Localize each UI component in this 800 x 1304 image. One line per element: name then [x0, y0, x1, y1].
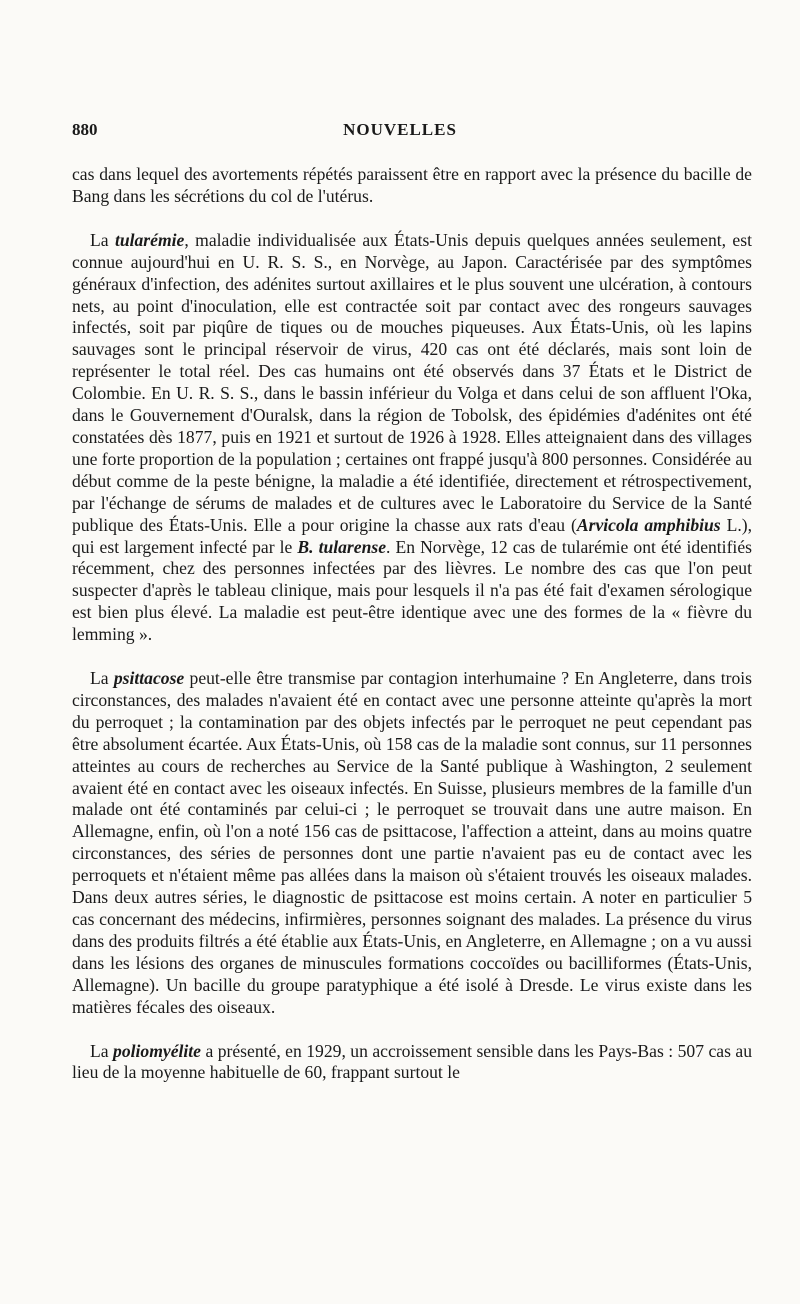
article-body [72, 164, 752, 1084]
running-title: NOUVELLES [343, 120, 457, 139]
paragraph-continuation [72, 164, 752, 208]
paragraph-text: a présenté, en 1929, un accroissement sensible dans les Pays-Bas : 507 cas au lieu de la moyenne habituelle de 60, frappant surtout le [72, 1040, 752, 1083]
paragraph-text: cas dans lequel des avortements répétés paraissent être en rapport avec la présence du bacille de Bang dans les sécrétions du col de l'utérus. [72, 164, 752, 206]
paragraph-text: , maladie individualisée aux États-Unis depuis quelques années seulement, est connue aujourd'hui en U. R. S. S., en Norvège, au Japon. Caractérisée par des symptômes généraux d'infection, des adénites surtout axillaires et le plus souvent une ulcération, à contours nets, au point d'inoculation, elle est contractée soit par contact avec des rongeurs sauvages infectés, soit par piqûre de tiques ou de mouches piqueuses. Aux États-Unis, où les lapins sauvages sont le principal réservoir de virus, 420 cas ont été déclarés, mais sont loin de représenter le total réel. Des cas humains ont été observés dans 37 États et le District de Colombie. En U. R. S. S., dans le bassin inférieur du Volga et dans celui de son affluent l'Oka, dans le Gouvernement d'Ouralsk, dans la région de Tobolsk, des épidémies d'adénites ont été constatées dès 1877, puis en 1921 et surtout de 1926 à 1928. Elles atteignaient dans des villages une forte proportion de la population ; certaines ont frappé jusqu'à 800 personnes. Considérée au début comme de la peste bénigne, la maladie a été identifiée, directement et rétrospectivement, par l'échange de sérums de malades et de cultures avec le Laboratoire du Service de la Santé publique des États-Unis. Elle a pour origine la chasse aux rats d'eau ( [72, 229, 752, 535]
disease-term-psittacose: psittacose [113, 668, 185, 689]
paragraph-lead: La [90, 229, 115, 250]
paragraph-text: . En Norvège, 12 cas de tularémie ont été identifiés récemment, chez des personnes infectées par des lièvres. Le nombre des cas que l'on peut suspecter d'après le tableau clinique, mais pour lesquels il n'a pas été fait d'examen sérologique est bien plus élevé. La maladie est peut-être identique avec une des formes de la « fièvre du lemming ». [72, 536, 752, 645]
latin-species-bacillus: B. tularense [297, 536, 387, 557]
latin-species-arvicola: Arvicola amphibius [576, 514, 721, 535]
paragraph-text: peut-elle être transmise par contagion interhumaine ? En Angleterre, dans trois circonstances, des malades n'avaient été en contact avec une personne atteinte qu'après la mort du perroquet ; la contamination par des objets infectés par le perroquet ne peut cependant pas être absolument écartée. Aux États-Unis, où 158 cas de la maladie sont connus, sur 11 personnes atteintes au cours de recherches au Service de la Santé publique à Washington, 2 seulement avaient été en contact avec les oiseaux infectés. En Suisse, plusieurs membres de la famille d'un malade ont été contaminés par celui-ci ; le perroquet se trouvait dans une autre maison. En Allemagne, enfin, où l'on a noté 156 cas de psittacose, l'affection a atteint, dans au moins quatre circonstances, des séries de personnes dont une partie n'avaient pas eu de contact avec les perroquets et n'étaient même pas allées dans la maison où s'étaient trouvés les oiseaux malades. Dans deux autres séries, le diagnostic de psittacose est moins certain. A noter en particulier 5 cas concernant des médecins, infirmières, personnes soignant des malades. La présence du virus dans des produits filtrés a été établie aux États-Unis, en Angleterre, en Allemagne ; on a vu aussi dans les lésions des organes de minuscules formations coccoïdes ou bacilliformes (États-Unis, Allemagne). Un bacille du groupe paratyphique a été isolé à Dresde. Le virus existe dans les matières fécales des oiseaux. [72, 668, 752, 1017]
paragraph-poliomyelite [72, 1041, 752, 1085]
paragraph-lead: La [90, 1040, 114, 1061]
paragraph-lead: La [90, 668, 114, 689]
paragraph-tularemie [72, 230, 752, 646]
disease-term-poliomyelite: poliomyélite [113, 1040, 201, 1061]
page-header [72, 120, 728, 144]
paragraph-text: L.), qui est largement infecté par le [72, 514, 752, 557]
page-number: 880 [72, 120, 98, 139]
paragraph-psittacose [72, 668, 752, 1019]
disease-term-tularemie: tularémie [114, 229, 185, 250]
